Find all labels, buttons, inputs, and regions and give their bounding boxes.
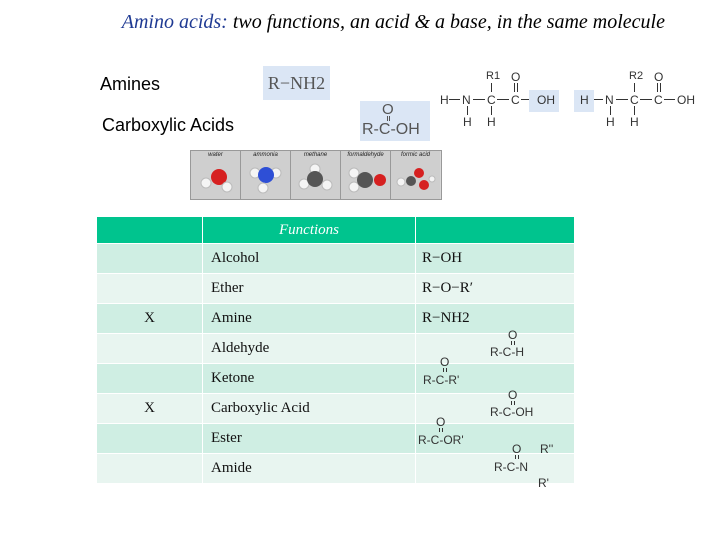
acid-formula-chain: R-C-OH <box>362 121 420 138</box>
table-row <box>97 244 575 274</box>
atom-oh: OH <box>677 93 695 107</box>
function-formula: R−O−R′ <box>416 274 575 304</box>
chem-oxygen: O <box>508 388 518 402</box>
atom-h: H <box>463 115 472 129</box>
molecule-water <box>191 151 241 199</box>
acid-formula-oxygen: O <box>382 101 394 118</box>
bond <box>664 99 675 100</box>
function-name: Ether <box>203 274 416 304</box>
atom-r: R1 <box>486 70 501 82</box>
bond <box>634 106 635 115</box>
chem-oxygen: O <box>436 415 446 429</box>
molecule-methane <box>291 151 341 199</box>
atom-c: C <box>511 93 520 107</box>
bond <box>616 99 628 100</box>
double-bond <box>443 368 447 372</box>
ammonia-model-icon <box>241 151 290 199</box>
methane-model-icon <box>291 151 340 199</box>
molecule-label: methane <box>303 152 328 158</box>
bond <box>640 99 652 100</box>
molecule-ammonia <box>241 151 291 199</box>
header-cell <box>416 217 575 244</box>
functions-table <box>96 216 575 490</box>
function-name: Aldehyde <box>203 334 416 364</box>
double-bond <box>515 455 519 459</box>
carboxylic-acid-formula <box>360 101 430 141</box>
bond <box>497 99 509 100</box>
ketone-structure <box>416 355 575 394</box>
atom-h: H <box>487 115 496 129</box>
molecule-label: ammonia <box>253 152 278 158</box>
table-row <box>97 334 575 364</box>
function-name: Amide <box>203 454 416 484</box>
table-row <box>97 424 575 454</box>
table-row <box>97 454 575 484</box>
amino-acid-structure-1 <box>440 68 560 130</box>
atom-c: C <box>654 93 663 107</box>
mark-cell <box>97 274 203 304</box>
table-header-label: Functions <box>279 221 339 238</box>
header-cell <box>97 217 203 244</box>
mark-cell <box>97 424 203 454</box>
mark-cell: X <box>97 304 203 334</box>
atom-n: N <box>605 93 614 107</box>
function-formula: R−NH2 <box>416 304 575 334</box>
table-row <box>97 394 575 424</box>
formic-acid-model-icon <box>391 151 440 199</box>
atom-h: H <box>606 115 615 129</box>
molecule-label: formic acid <box>400 152 430 158</box>
amide-structure <box>416 442 575 490</box>
table-row <box>97 274 575 304</box>
molecule-label: formaldehyde <box>347 152 384 158</box>
mark-cell <box>97 454 203 484</box>
atom-h: H <box>580 93 589 107</box>
bond <box>449 99 460 100</box>
chem-r-prime: R' <box>538 476 549 490</box>
function-name: Carboxylic Acid <box>203 394 416 424</box>
chem-chain: R-C-OH <box>490 405 534 419</box>
amine-formula: R−NH2 <box>263 66 330 100</box>
atom-o: O <box>511 70 521 84</box>
atom-o: O <box>654 70 664 84</box>
chem-oxygen: O <box>512 442 522 456</box>
atom-r: R2 <box>629 70 644 82</box>
chem-chain: R-C-N <box>494 460 528 474</box>
bond <box>473 99 485 100</box>
table-header-row <box>97 217 575 244</box>
chem-chain: R-C-R' <box>423 373 460 387</box>
formaldehyde-model-icon <box>341 151 390 199</box>
atom-oh: OH <box>537 93 555 107</box>
title-highlight: Amino acids: <box>121 11 228 33</box>
function-name: Ketone <box>203 364 416 394</box>
chem-oxygen: O <box>440 355 450 369</box>
double-bond <box>439 428 443 432</box>
function-formula: R−OH <box>416 244 575 274</box>
table-row <box>97 364 575 394</box>
mark-cell <box>97 364 203 394</box>
atom-c: C <box>630 93 639 107</box>
function-name: Ester <box>203 424 416 454</box>
title-rest: two functions, an acid & a base, in the same molecule <box>227 11 665 33</box>
amino-acid-structure-2 <box>578 68 698 130</box>
bond <box>594 99 603 100</box>
carboxylic-acids-label: Carboxylic Acids <box>102 115 235 135</box>
molecule-models-strip <box>190 150 442 200</box>
mark-cell <box>97 244 203 274</box>
bond <box>491 83 492 92</box>
table-row <box>97 304 575 334</box>
amines-label: Amines <box>100 74 161 94</box>
chem-oxygen: O <box>508 328 518 342</box>
mark-cell: X <box>97 394 203 424</box>
molecule-formic-acid <box>391 151 440 199</box>
atom-h: H <box>440 93 449 107</box>
mark-cell <box>97 334 203 364</box>
bond <box>467 106 468 115</box>
water-model-icon <box>191 151 240 199</box>
molecule-label: water <box>208 152 223 158</box>
function-name: Alcohol <box>203 244 416 274</box>
slide-title <box>80 8 665 37</box>
bond <box>610 106 611 115</box>
molecule-formaldehyde <box>341 151 391 199</box>
function-name: Amine <box>203 304 416 334</box>
header-cell <box>203 217 416 244</box>
bond <box>634 83 635 92</box>
chem-r-double-prime: R'' <box>540 442 554 456</box>
double-bond <box>657 83 661 92</box>
double-bond <box>514 83 518 92</box>
atom-h: H <box>630 115 639 129</box>
chem-chain: R-C-OR' <box>418 433 464 447</box>
atom-c: C <box>487 93 496 107</box>
atom-n: N <box>462 93 471 107</box>
bond <box>491 106 492 115</box>
chem-chain: R-C-H <box>490 345 524 359</box>
